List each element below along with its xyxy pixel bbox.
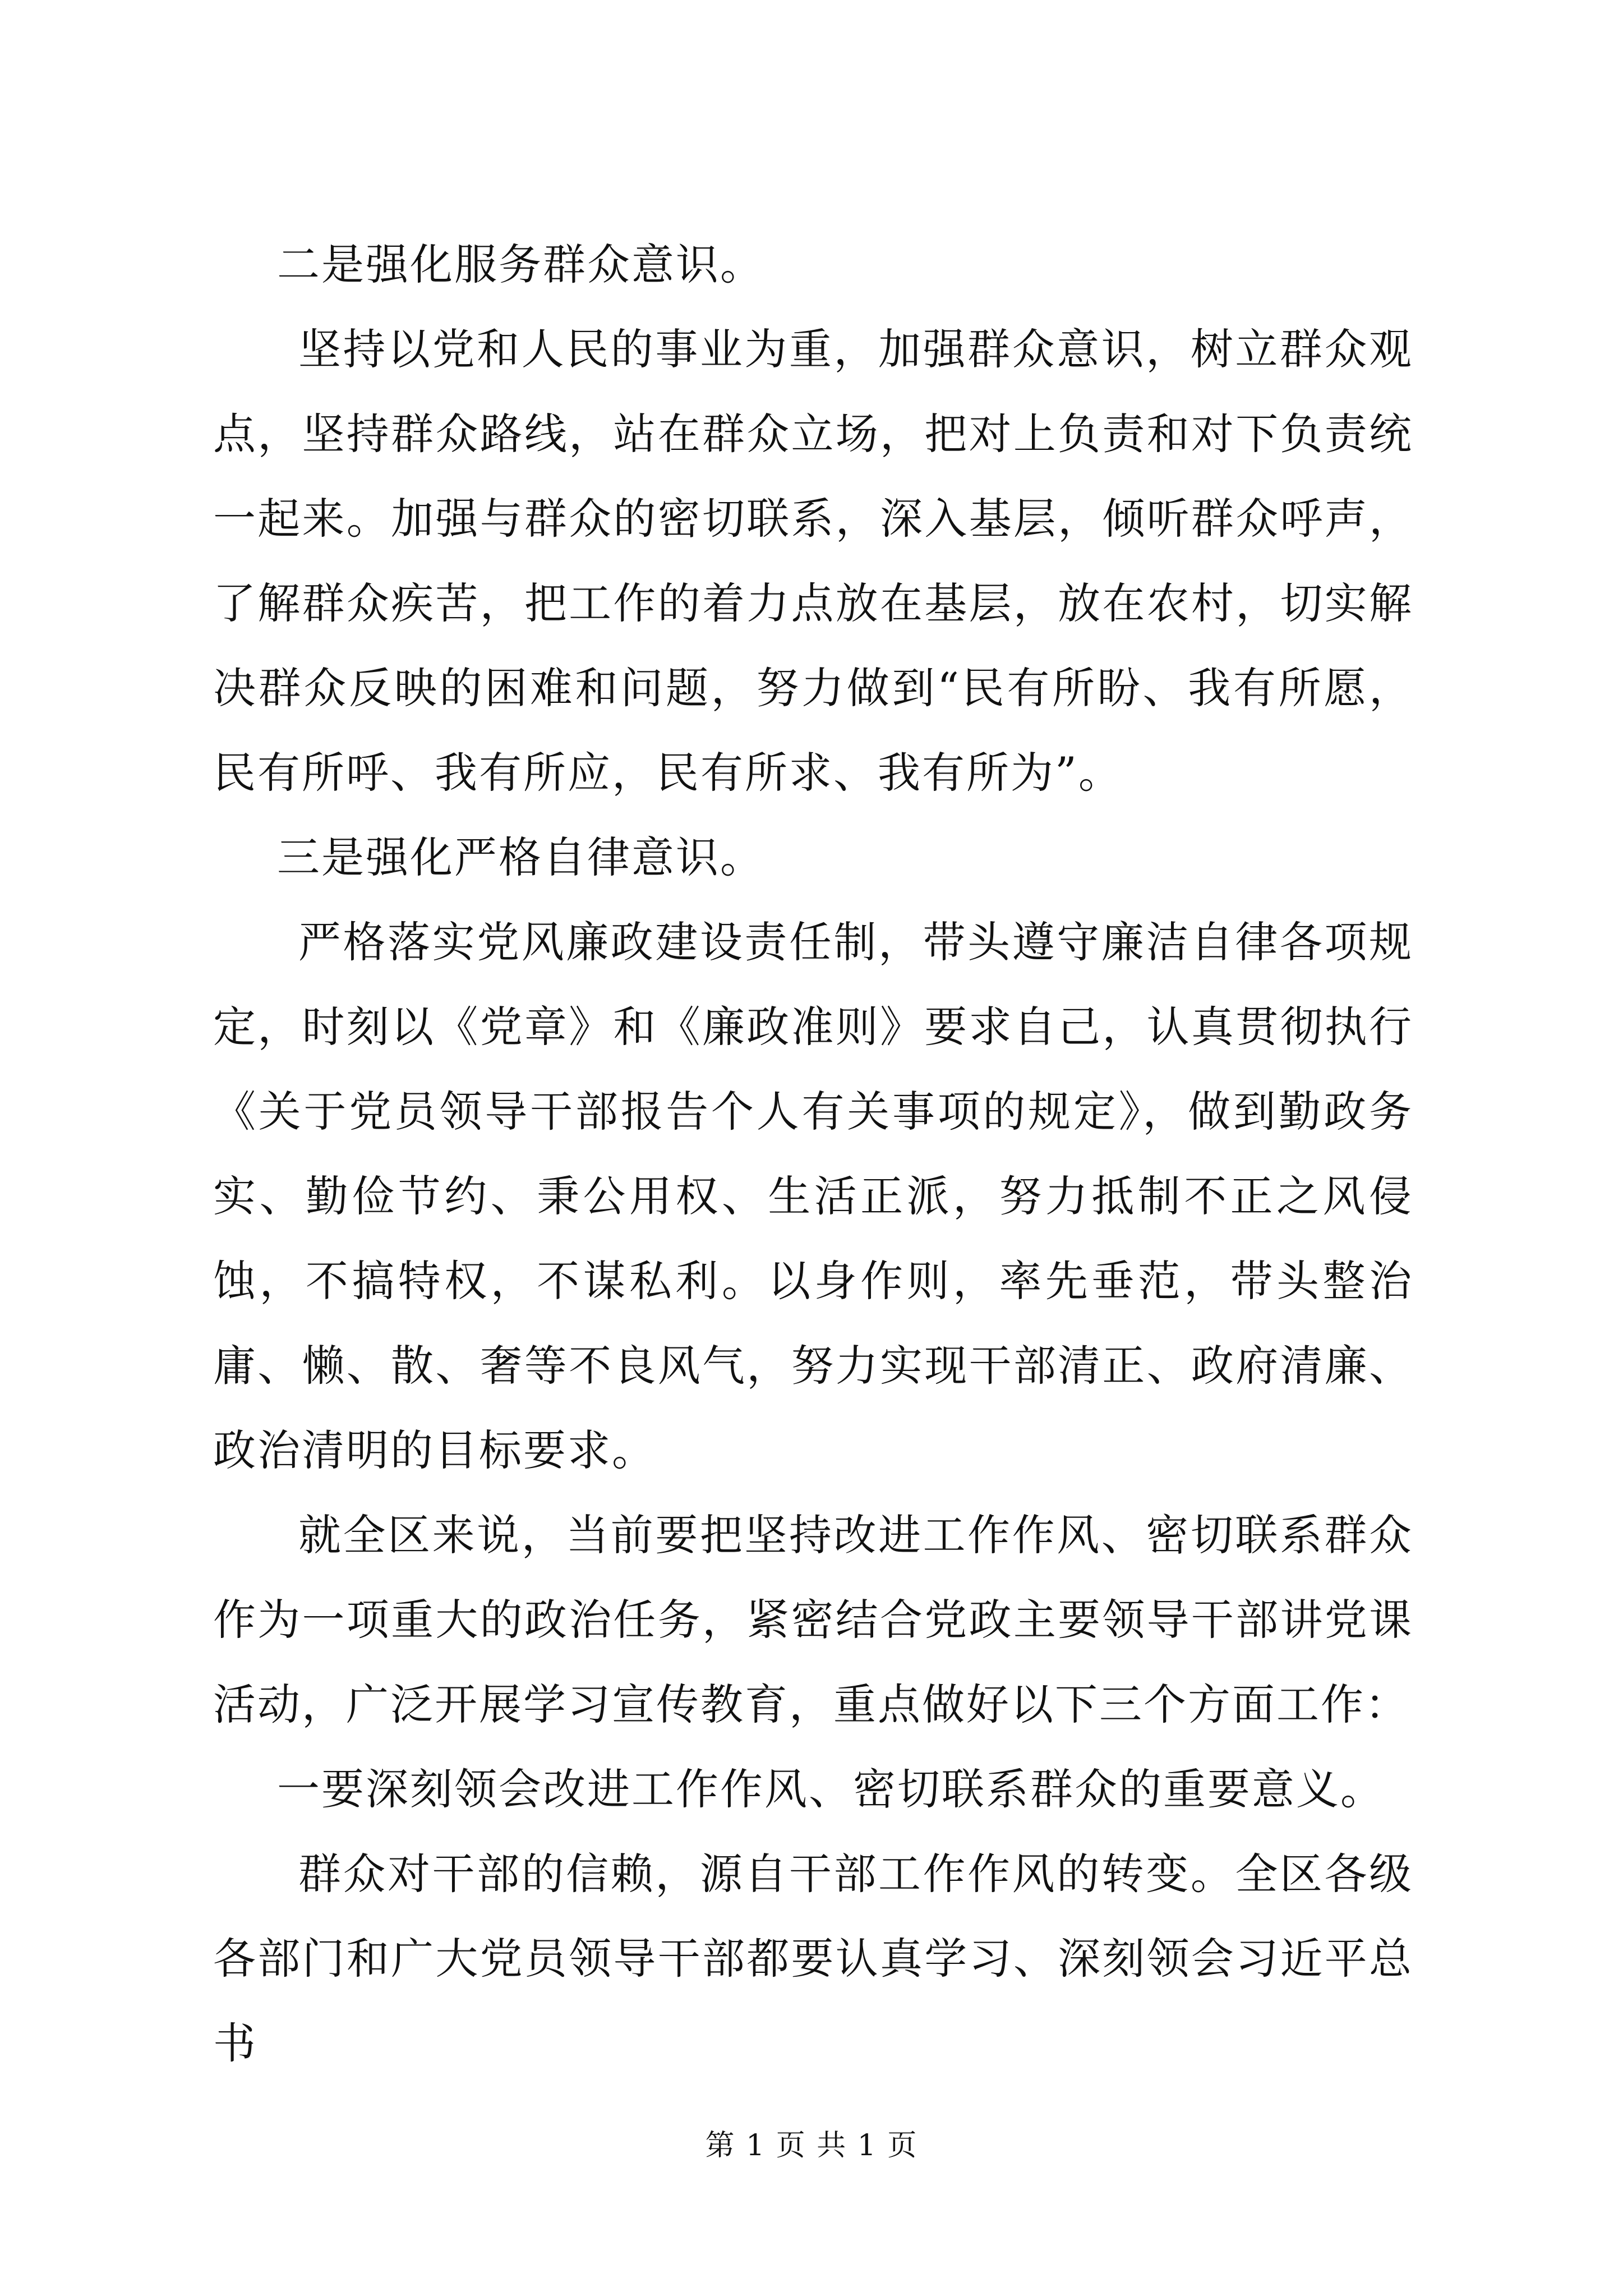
paragraph-district-overview: 就全区来说，当前要把坚持改进工作作风、密切联系群众作为一项重大的政治任务，紧密结合党政主要领导干部讲党课活动，广泛开展学习宣传教育，重点做好以下三个方面工作： [213,1510,1413,1729]
paragraph-self-discipline: 严格落实党风廉政建设责任制，带头遵守廉洁自律各项规定，时刻以《党章》和《廉政准则》要求自己，认真贯彻执行《关于党员领导干部报告个人有关事项的规定》，做到勤政务实、勤俭节约、秉公用权、生活正派，努力抵制不正之风侵蚀，不搞特权，不谋私利。以身作则，率先垂范，带头整治庸、懒、散、奢等不良风气，努力实现干部清正、政府清廉、政治清明的目标要求。 [213,917,1413,1475]
paragraph-heading-3: 三是强化严格自律意识。 [277,832,764,882]
paragraph-service-masses: 坚持以党和人民的事业为重，加强群众意识，树立群众观点，坚持群众路线，站在群众立场，把对上负责和对下负责统一起来。加强与群众的密切联系，深入基层，倾听群众呼声，了解群众疾苦，把工作的着力点放在基层，放在农村，切实解决群众反映的困难和问题，努力做到“民有所盼、我有所愿，民有所呼、我有所应，民有所求、我有所为”。 [213,324,1413,798]
document-body [213,222,1413,2086]
page-footer: 第 1 页 共 1 页 [705,2129,918,2162]
paragraph-heading-2: 二是强化服务群众意识。 [277,240,764,289]
paragraph-trust: 群众对干部的信赖，源自干部工作作风的转变。全区各级各部门和广大党员领导干部都要认真学习、深刻领会习近平总书 [213,1849,1413,2068]
paragraph-heading-first-task: 一要深刻领会改进工作作风、密切联系群众的重要意义。 [277,1764,1385,1814]
